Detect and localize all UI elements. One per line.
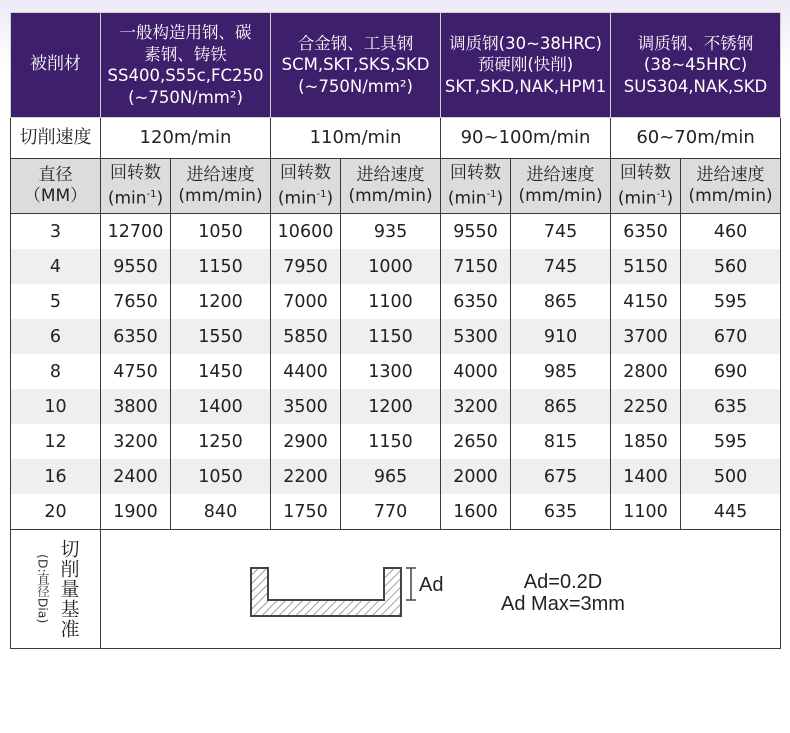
cutting-speed-value: 90~100m/min bbox=[441, 118, 611, 159]
rpm-header bbox=[611, 159, 681, 214]
material-header-row bbox=[11, 13, 781, 118]
feed-cell: 1200 bbox=[171, 284, 271, 319]
feed-cell: 745 bbox=[511, 214, 611, 250]
workpiece-section bbox=[251, 568, 401, 616]
feed-cell: 560 bbox=[681, 249, 781, 284]
material-line: (38~45HRC) bbox=[643, 55, 748, 75]
rpm-cell: 9550 bbox=[441, 214, 511, 250]
groove-diagram bbox=[101, 530, 779, 648]
table-row bbox=[11, 214, 781, 250]
rpm-header-line1: 回转数 bbox=[280, 162, 332, 183]
depth-of-cut-row bbox=[11, 530, 781, 649]
feed-header-line2: (mm/min) bbox=[688, 186, 773, 206]
feed-cell: 815 bbox=[511, 424, 611, 459]
feed-cell: 965 bbox=[341, 459, 441, 494]
rpm-cell: 4150 bbox=[611, 284, 681, 319]
rpm-cell: 3700 bbox=[611, 319, 681, 354]
diameter-cell: 16 bbox=[11, 459, 101, 494]
diameter-cell: 5 bbox=[11, 284, 101, 319]
rpm-header-line2: $(\min^{-1})$ bbox=[617, 188, 674, 209]
rpm-cell: 2400 bbox=[101, 459, 171, 494]
rpm-header-line2: $(\min^{-1})$ bbox=[107, 188, 164, 209]
feed-header-line2: (mm/min) bbox=[518, 186, 603, 206]
feed-cell: 1400 bbox=[171, 389, 271, 424]
feed-cell: 1200 bbox=[341, 389, 441, 424]
feed-cell: 1050 bbox=[171, 214, 271, 250]
feed-header bbox=[511, 159, 611, 214]
rpm-cell: 1900 bbox=[101, 494, 171, 530]
formula-ad-max: Ad Max=3mm bbox=[501, 593, 625, 615]
rpm-cell: 3200 bbox=[101, 424, 171, 459]
rpm-cell: 12700 bbox=[101, 214, 171, 250]
table-row bbox=[11, 354, 781, 389]
diameter-cell: 10 bbox=[11, 389, 101, 424]
feed-cell: 1550 bbox=[171, 319, 271, 354]
diameter-cell: 6 bbox=[11, 319, 101, 354]
material-group-4 bbox=[611, 13, 781, 118]
table-row bbox=[11, 284, 781, 319]
rpm-cell: 2000 bbox=[441, 459, 511, 494]
cutting-speed-value: 110m/min bbox=[271, 118, 441, 159]
rpm-cell: 2250 bbox=[611, 389, 681, 424]
depth-of-cut-label: 切削量基准 bbox=[57, 539, 80, 639]
feed-header-line1: 进给速度 bbox=[356, 165, 425, 185]
cutting-speed-label: 切削速度 bbox=[11, 118, 101, 159]
rpm-cell: 7000 bbox=[271, 284, 341, 319]
feed-header-line1: 进给速度 bbox=[526, 165, 595, 185]
material-group-1 bbox=[101, 13, 271, 118]
table-row bbox=[11, 494, 781, 530]
material-line: 合金钢、工具钢 bbox=[297, 33, 414, 53]
table-row bbox=[11, 319, 781, 354]
table-row bbox=[11, 389, 781, 424]
material-group-3 bbox=[441, 13, 611, 118]
feed-cell: 745 bbox=[511, 249, 611, 284]
feed-cell: 500 bbox=[681, 459, 781, 494]
diameter-cell: 4 bbox=[11, 249, 101, 284]
rpm-cell: 7950 bbox=[271, 249, 341, 284]
feed-header-line1: 进给速度 bbox=[696, 165, 765, 185]
feed-cell: 865 bbox=[511, 284, 611, 319]
feed-cell: 1150 bbox=[341, 319, 441, 354]
rpm-cell: 1600 bbox=[441, 494, 511, 530]
material-line: (~750N/mm²) bbox=[128, 87, 243, 107]
material-line: 一般构造用钢、碳 bbox=[119, 23, 252, 42]
feed-cell: 1100 bbox=[341, 284, 441, 319]
feed-cell: 770 bbox=[341, 494, 441, 530]
feed-header-line1: 进给速度 bbox=[186, 165, 255, 185]
diameter-cell: 12 bbox=[11, 424, 101, 459]
diameter-cell: 20 bbox=[11, 494, 101, 530]
rpm-header bbox=[101, 159, 171, 214]
rpm-header-line2: $(\min^{-1})$ bbox=[277, 188, 334, 209]
feed-cell: 1300 bbox=[341, 354, 441, 389]
feed-cell: 1050 bbox=[171, 459, 271, 494]
feed-cell: 635 bbox=[681, 389, 781, 424]
cutting-conditions-table bbox=[10, 12, 781, 649]
rpm-cell: 4400 bbox=[271, 354, 341, 389]
diameter-header bbox=[11, 159, 101, 214]
rpm-header bbox=[441, 159, 511, 214]
rpm-cell: 1850 bbox=[611, 424, 681, 459]
cutting-speed-value: 60~70m/min bbox=[611, 118, 781, 159]
rpm-cell: 2650 bbox=[441, 424, 511, 459]
diameter-cell: 8 bbox=[11, 354, 101, 389]
feed-cell: 675 bbox=[511, 459, 611, 494]
diameter-header-line2: （MM） bbox=[23, 186, 88, 206]
rpm-cell: 7150 bbox=[441, 249, 511, 284]
rpm-header-line2: $(\min^{-1})$ bbox=[447, 188, 504, 209]
feed-header-line2: (mm/min) bbox=[178, 186, 263, 206]
feed-header bbox=[341, 159, 441, 214]
cutting-speed-row bbox=[11, 118, 781, 159]
depth-of-cut-label-cell bbox=[11, 530, 101, 649]
rpm-cell: 5150 bbox=[611, 249, 681, 284]
rpm-header-line1: 回转数 bbox=[620, 162, 672, 183]
rpm-cell: 3800 bbox=[101, 389, 171, 424]
rpm-header-line1: 回转数 bbox=[110, 162, 161, 183]
material-line: 预硬刚(快削) bbox=[477, 55, 574, 75]
rpm-cell: 3200 bbox=[441, 389, 511, 424]
feed-cell: 840 bbox=[171, 494, 271, 530]
rpm-cell: 4000 bbox=[441, 354, 511, 389]
feed-cell: 1450 bbox=[171, 354, 271, 389]
feed-cell: 1150 bbox=[341, 424, 441, 459]
diameter-header-line1: 直径 bbox=[38, 165, 73, 185]
table-row bbox=[11, 424, 781, 459]
material-line: SKT,SKD,NAK,HPM1 bbox=[444, 76, 607, 96]
rpm-header bbox=[271, 159, 341, 214]
rpm-cell: 5300 bbox=[441, 319, 511, 354]
feed-cell: 865 bbox=[511, 389, 611, 424]
rpm-cell: 4750 bbox=[101, 354, 171, 389]
feed-cell: 935 bbox=[341, 214, 441, 250]
rpm-cell: 3500 bbox=[271, 389, 341, 424]
cutting-speed-value: 120m/min bbox=[101, 118, 271, 159]
rpm-cell: 1750 bbox=[271, 494, 341, 530]
rpm-cell: 6350 bbox=[101, 319, 171, 354]
rpm-cell: 7650 bbox=[101, 284, 171, 319]
formula-ad: Ad=0.2D bbox=[523, 571, 603, 593]
feed-cell: 595 bbox=[681, 424, 781, 459]
material-line: 调质钢、不锈钢 bbox=[637, 33, 754, 53]
material-line: 素钢、铸铁 bbox=[144, 44, 227, 64]
feed-cell: 910 bbox=[511, 319, 611, 354]
feed-cell: 1150 bbox=[171, 249, 271, 284]
material-label: 被削材 bbox=[11, 13, 101, 118]
rpm-cell: 6350 bbox=[441, 284, 511, 319]
feed-cell: 670 bbox=[681, 319, 781, 354]
rpm-cell: 6350 bbox=[611, 214, 681, 250]
rpm-cell: 2200 bbox=[271, 459, 341, 494]
ad-label: Ad bbox=[419, 574, 444, 596]
material-line: SS400,S55c,FC250 bbox=[107, 66, 264, 85]
feed-cell: 1250 bbox=[171, 424, 271, 459]
feed-cell: 595 bbox=[681, 284, 781, 319]
rpm-cell: 9550 bbox=[101, 249, 171, 284]
feed-cell: 1000 bbox=[341, 249, 441, 284]
rpm-cell: 5850 bbox=[271, 319, 341, 354]
feed-cell: 690 bbox=[681, 354, 781, 389]
diameter-cell: 3 bbox=[11, 214, 101, 250]
column-header-row bbox=[11, 159, 781, 214]
rpm-cell: 1400 bbox=[611, 459, 681, 494]
rpm-header-line1: 回转数 bbox=[450, 162, 502, 183]
feed-cell: 635 bbox=[511, 494, 611, 530]
table-row bbox=[11, 249, 781, 284]
feed-cell: 445 bbox=[681, 494, 781, 530]
rpm-cell: 2900 bbox=[271, 424, 341, 459]
feed-cell: 460 bbox=[681, 214, 781, 250]
rpm-cell: 10600 bbox=[271, 214, 341, 250]
material-line: SUS304,NAK,SKD bbox=[623, 76, 768, 96]
depth-of-cut-diagram-cell bbox=[101, 530, 781, 649]
material-line: SCM,SKT,SKS,SKD bbox=[281, 55, 430, 75]
table-row bbox=[11, 459, 781, 494]
material-line: (~750N/mm²) bbox=[298, 76, 413, 96]
rpm-cell: 1100 bbox=[611, 494, 681, 530]
feed-header-line2: (mm/min) bbox=[348, 186, 433, 206]
feed-cell: 985 bbox=[511, 354, 611, 389]
feed-header bbox=[171, 159, 271, 214]
rpm-cell: 2800 bbox=[611, 354, 681, 389]
material-line: 调质钢(30~38HRC) bbox=[449, 33, 602, 53]
material-group-2 bbox=[271, 13, 441, 118]
feed-header bbox=[681, 159, 781, 214]
depth-of-cut-sublabel: (D:直径Dia) bbox=[35, 554, 51, 624]
